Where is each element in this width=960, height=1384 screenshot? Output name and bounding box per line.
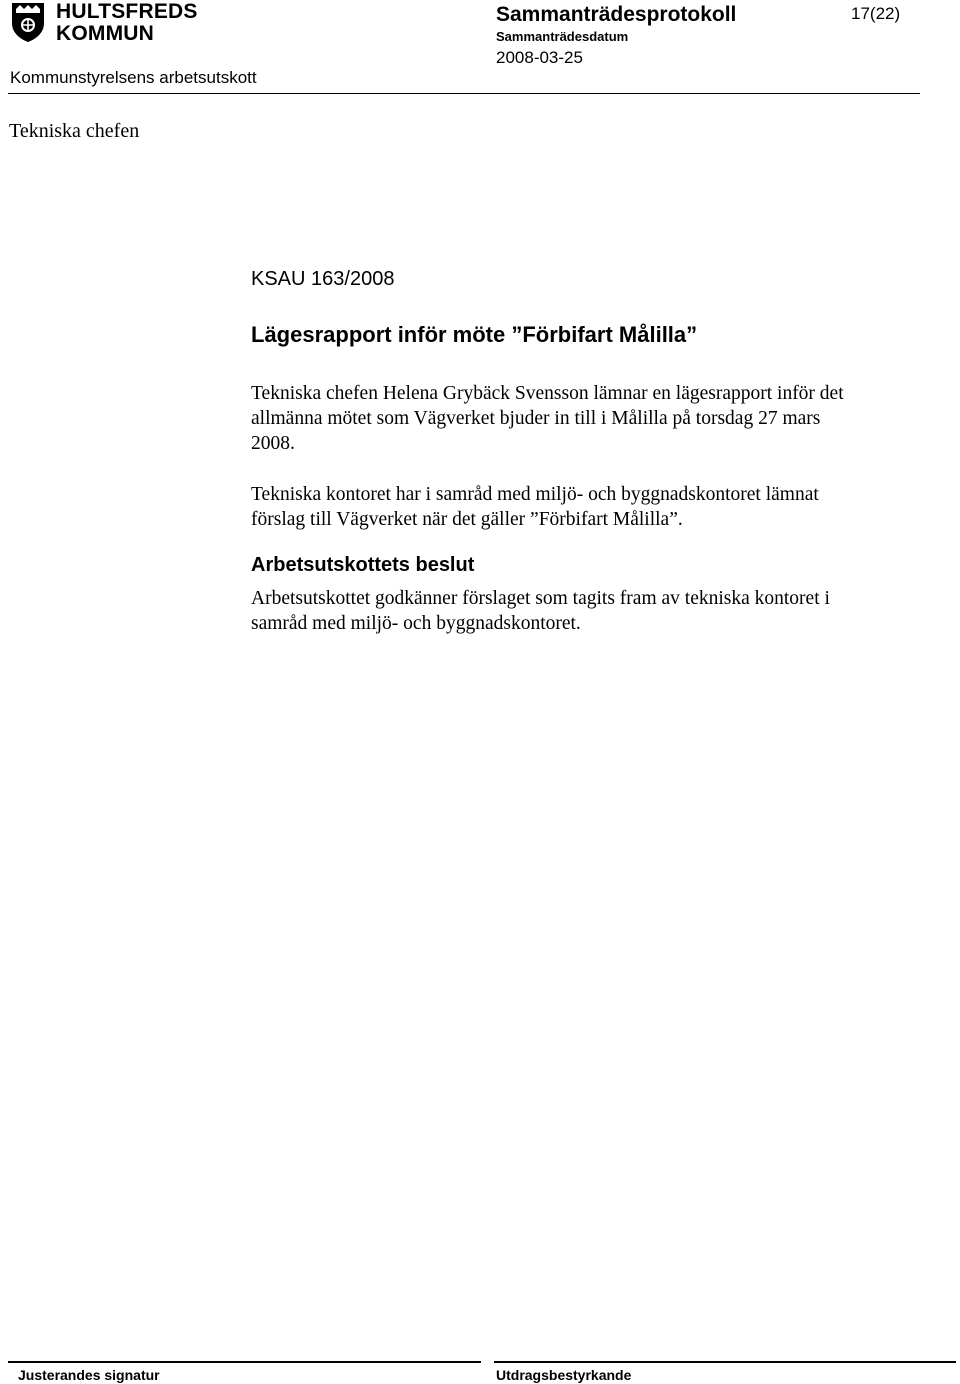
paragraph-line: Tekniska chefen Helena Grybäck Svensson lämnar en lägesrapport inför det xyxy=(251,383,844,404)
signature-label: Justerandes signatur xyxy=(18,1367,160,1383)
paragraph-line: förslag till Vägverket när det gäller ”Förbifart Målilla”. xyxy=(251,509,683,530)
municipality-logo xyxy=(10,0,198,46)
committee-name: Kommunstyrelsens arbetsutskott xyxy=(10,68,257,87)
paragraph-line: 2008. xyxy=(251,433,295,454)
meeting-date-value: 2008-03-25 xyxy=(496,48,583,67)
paragraph-line: Arbetsutskottet godkänner förslaget som tagits fram av tekniska kontoret i xyxy=(251,588,830,609)
page-number: 17(22) xyxy=(851,4,901,23)
case-heading: Lägesrapport inför möte ”Förbifart Målilla” xyxy=(251,322,698,347)
paragraph-proposal xyxy=(251,482,931,532)
paragraph-line: Tekniska kontoret har i samråd med miljö- och byggnadskontoret lämnat xyxy=(251,484,819,505)
logo-text-line1: HULTSFREDS xyxy=(56,0,198,23)
municipal-crest-icon xyxy=(10,1,46,43)
certification-label: Utdragsbestyrkande xyxy=(496,1367,632,1383)
decision-heading: Arbetsutskottets beslut xyxy=(251,554,475,576)
header-divider xyxy=(8,93,920,94)
meeting-date-label: Sammanträdesdatum xyxy=(496,29,629,44)
paragraph-line: allmänna mötet som Vägverket bjuder in till i Målilla på torsdag 27 mars xyxy=(251,408,821,429)
document-title: Sammanträdesprotokoll xyxy=(496,3,737,26)
logo-text-line2: KOMMUN xyxy=(56,22,155,45)
recipient: Tekniska chefen xyxy=(9,120,140,142)
paragraph-decision xyxy=(251,586,931,636)
paragraph-line: samråd med miljö- och byggnadskontoret. xyxy=(251,613,581,634)
paragraph-report xyxy=(251,381,931,456)
case-reference: KSAU 163/2008 xyxy=(251,268,395,290)
certification-rule xyxy=(494,1361,956,1363)
signature-rule xyxy=(8,1361,481,1363)
